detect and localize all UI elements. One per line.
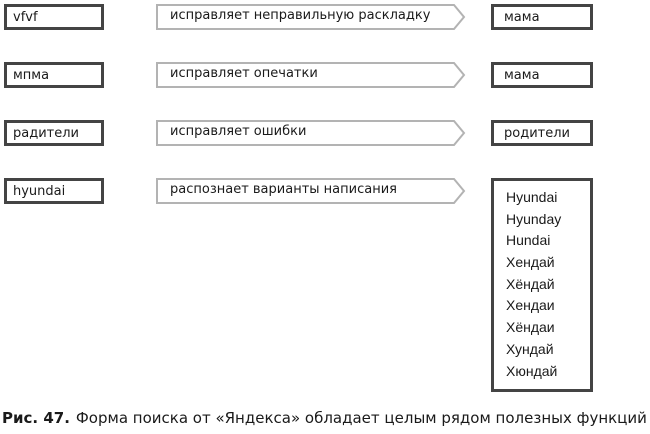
arrow-layout [156,4,466,30]
variant-item: Хендаи [506,297,555,314]
output-text: родители [504,126,570,141]
arrow-label: исправляет неправильную раскладку [170,8,431,23]
output-box-typo [491,62,593,88]
input-text: vfvf [13,10,38,25]
variant-item: Hyundai [506,189,558,205]
output-text: мама [504,10,540,25]
figure-caption [2,408,647,428]
input-text: мпма [13,68,50,83]
variant-item: Хендай [506,254,555,271]
output-box-layout [491,4,593,30]
variant-item: Хёндай [506,275,555,292]
variant-item: Хёндаи [506,319,555,336]
caption-text: Форма поиска от «Яндекса» обладает целым рядом полезных функций [75,409,647,427]
output-box-spelling [491,120,593,146]
variant-item: Хюндай [506,362,558,379]
arrow-label: распознает варианты написания [170,182,397,197]
arrow-typo [156,62,466,88]
input-text: hyundai [13,184,66,199]
input-box-spelling [4,120,104,146]
input-text: радители [13,126,79,141]
input-box-layout [4,4,104,30]
input-box-typo [4,62,104,88]
variant-item: Хундай [506,340,554,357]
variant-item: Hundai [506,232,551,249]
figure-number: Рис. 47. [2,409,70,427]
input-box-variants [4,178,104,204]
variant-item: Hyunday [506,210,562,227]
output-text: мама [504,68,540,83]
arrow-spelling [156,120,466,146]
arrow-label: исправляет опечатки [170,66,318,81]
arrow-label: исправляет ошибки [170,124,307,139]
arrow-variants [156,178,466,204]
variants-list-box [491,178,593,392]
